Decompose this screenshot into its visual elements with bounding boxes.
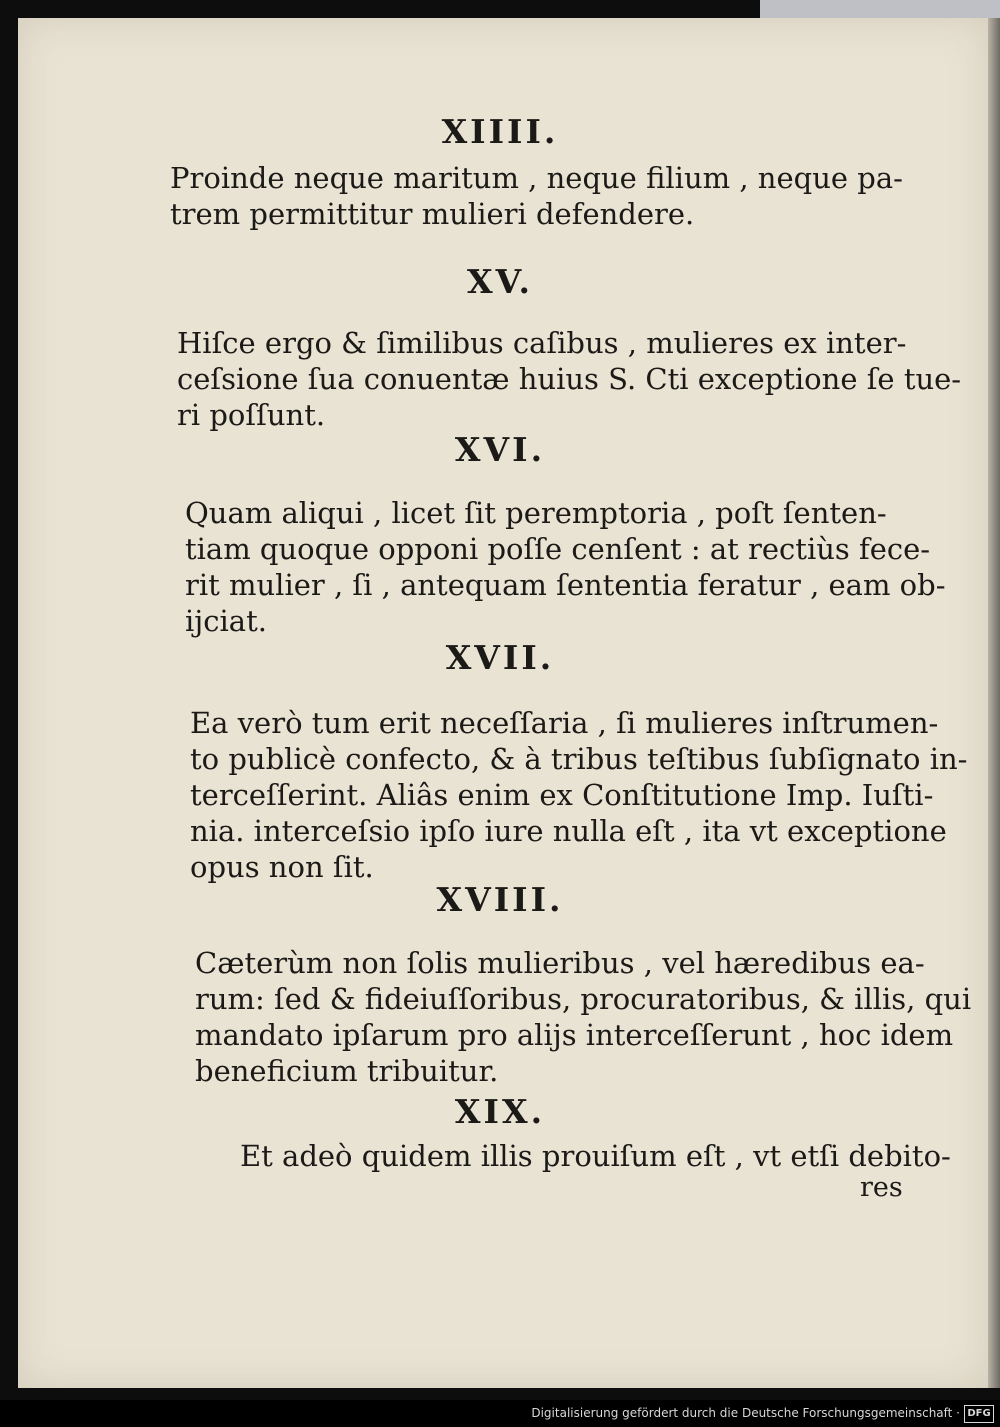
section-heading-18: XVIII. [436, 880, 564, 919]
catchword: res [860, 1172, 903, 1203]
text-line: Et adeò quidem illis prouiſum eſt , vt etſi debito- [240, 1139, 951, 1173]
text-line: nia. interceſsio ipſo iure nulla eſt , ita vt exceptione [190, 814, 947, 848]
text-line: ri poſſunt. [177, 398, 326, 432]
text-line: rum: ſed & fideiuſſoribus, procuratoribus, & illis, qui [195, 982, 972, 1016]
section-heading-19: XIX. [454, 1092, 546, 1131]
section-text-15 [177, 325, 962, 433]
footer-credit: Digitalisierung gefördert durch die Deutsche Forschungsgemeinschaft · [531, 1406, 960, 1420]
digitization-footer [0, 1400, 1000, 1427]
text-line: beneficium tribuitur. [195, 1054, 499, 1088]
text-line: Quam aliqui , licet ſit peremptoria , poſt ſenten- [185, 496, 887, 530]
text-line: opus non ſit. [190, 850, 374, 884]
text-line: mandato ipſarum pro alijs interceſſerunt , hoc idem [195, 1018, 954, 1052]
text-line: trem permittitur mulieri defendere. [170, 197, 695, 231]
section-text-16 [185, 495, 946, 639]
scanner-top-strip [760, 0, 1000, 18]
text-line: ceſsione ſua conuentæ huius S. Cti exceptione ſe tue- [177, 362, 962, 396]
text-line: to publicè confecto, & à tribus teſtibus ſubſignato in- [190, 742, 968, 776]
text-line: Proinde neque maritum , neque filium , neque pa- [170, 161, 903, 195]
section-heading-15: XV. [467, 262, 533, 301]
text-line: Ea verò tum erit neceſſaria , ſi mulieres inſtrumen- [190, 706, 939, 740]
section-text-17 [190, 705, 968, 885]
section-text-19 [240, 1138, 951, 1174]
text-line: Hiſce ergo & ſimilibus caſibus , mulieres ex inter- [177, 326, 907, 360]
section-heading-17: XVII. [445, 638, 555, 677]
page-edge-shadow [988, 18, 1000, 1388]
section-heading-14: XIIII. [441, 112, 559, 151]
dfg-logo: DFG [964, 1405, 994, 1423]
section-text-14 [170, 160, 903, 232]
section-text-18 [195, 945, 972, 1089]
text-line: rit mulier , ſi , antequam ſententia feratur , eam ob- [185, 568, 946, 602]
text-line: ijciat. [185, 604, 267, 638]
section-heading-16: XVI. [454, 430, 546, 469]
text-line: tiam quoque opponi poſſe cenſent : at rectiùs fece- [185, 532, 931, 566]
text-line: Cæterùm non ſolis mulieribus , vel hæredibus ea- [195, 946, 925, 980]
text-line: terceſſerint. Aliâs enim ex Conſtitutione Imp. Iuſti- [190, 778, 934, 812]
